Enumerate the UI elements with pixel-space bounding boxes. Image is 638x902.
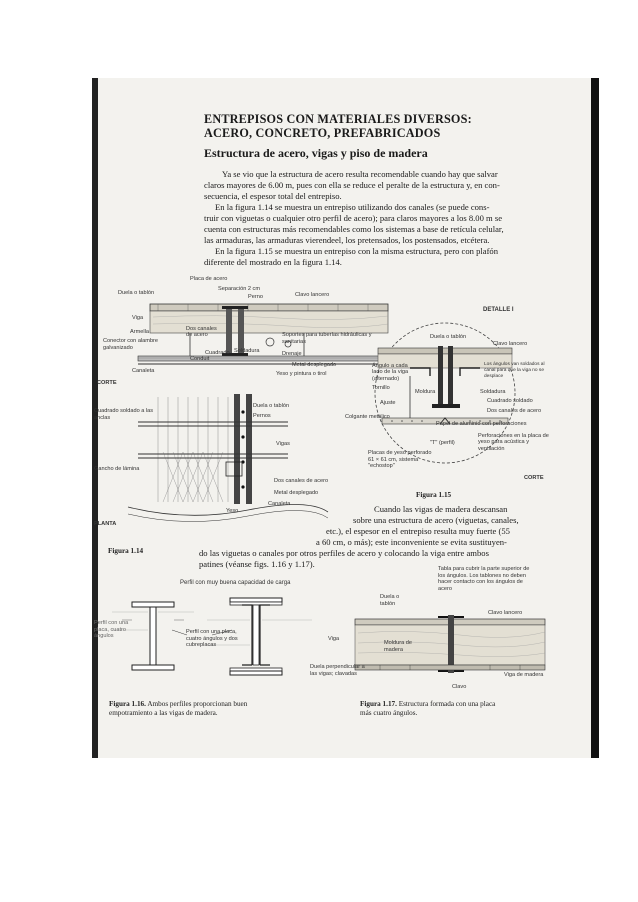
label-yeso-pintura: Yeso y pintura o tirol — [276, 371, 327, 377]
label-cuadrado-soldado-1-15: Cuadrado soldado — [487, 398, 533, 404]
label-metal-plan: Metal desplegado — [274, 490, 319, 496]
label-placas-yeso: Placas de yeso perforado 61 × 61 cm, sistema "echostop" — [368, 450, 432, 470]
label-dos-canales-1-15: Dos canales de acero — [487, 408, 542, 414]
label-clavo-1-17: Clavo lancero — [488, 610, 523, 616]
figure-1-17-caption-text: Estructura formada con una placa — [398, 700, 496, 708]
para-line: secuencia, el espesor total del entrepiso. — [204, 191, 342, 201]
para2-line: sobre una estructura de acero (viguetas, canales, — [353, 515, 519, 525]
label-tornillo: Tornillo — [372, 385, 390, 391]
label-los-angulos: Los ángulos van soldados al canal para que la viga no se desplace — [484, 362, 545, 379]
para-line: las armaduras, las armaduras vierendeel, los pretensados, los postensados, etcétera. — [204, 235, 490, 245]
label-moldura: Moldura — [415, 389, 436, 395]
label-cuadrado: Cuadrado — [205, 350, 230, 356]
label-dos-canales: Dos canales de acero — [186, 326, 217, 339]
para-line: En la figura 1.14 se muestra un entrepiso utilizando dos canales (se puede cons- — [215, 202, 490, 212]
label-ajuste: Ajuste — [380, 400, 396, 406]
label-corte: CORTE — [97, 380, 117, 386]
figure-1-15-caption: Figura 1.15 — [416, 491, 452, 499]
label-viga-1-17: Viga — [328, 636, 340, 642]
label-duela-plan: Duela o tablón — [253, 403, 290, 409]
chapter-title-line1: ENTREPISOS CON MATERIALES DIVERSOS: — [204, 112, 472, 126]
para-line: cuenta con estructuras más recomendables como los sistemas a base de retícula celular, — [204, 224, 504, 234]
label-soportes: Soportes para tuberías hidráulicas y sanitarias — [282, 332, 372, 345]
figure-1-16-number: Figura 1.16. — [109, 700, 146, 708]
para2-line: etc.), el espesor en el entrepiso resulta muy fuerte (55 — [326, 526, 510, 536]
figure-1-17-caption-line2: más cuatro ángulos. — [360, 709, 418, 717]
label-clavo-1-15: Clavo lancero — [493, 341, 528, 347]
para-line: diferente del mostrado en la figura 1.14. — [204, 257, 342, 267]
label-cuadrado-soldado: Cuadrado soldado a las anclas — [94, 408, 154, 421]
label-clavo-lancero: Clavo lancero — [295, 292, 330, 298]
label-angulo: Ángulo a cada lado de la viga (alternado) — [372, 363, 409, 382]
label-armella: Armella — [130, 329, 149, 335]
para-line: Ya se vio que la estructura de acero resulta recomendable cuando hay que salvar — [222, 169, 498, 179]
para2-line: patines (véanse figs. 1.16 y 1.17). — [199, 559, 315, 569]
page-right-edge — [591, 78, 599, 758]
label-colgante: Colgante metálico — [345, 414, 390, 420]
label-dos-canales-plan: Dos canales de acero — [274, 478, 329, 484]
chapter-title-line2: ACERO, CONCRETO, PREFABRICADOS — [204, 126, 441, 140]
label-perfil-placa: Perfil con una placa, cuatro ángulos y dos cubreplacas — [186, 629, 238, 649]
label-duela-perp: Duela perpendicular a las vigas; clavadas — [310, 664, 365, 677]
para2-line: do las viguetas o canales por otros perfiles de acero y colocando la viga entre ambos — [199, 548, 489, 558]
label-separacion: Separación 2 cm — [218, 286, 260, 292]
figure-1-17-caption — [360, 700, 495, 708]
label-soldadura-1-15: Soldadura — [480, 389, 506, 395]
figure-1-16-caption — [109, 700, 247, 708]
label-yeso: Yeso — [226, 508, 239, 514]
label-drenaje: Drenaje — [282, 351, 302, 357]
para2-line: Cuando las vigas de madera descansan — [374, 504, 508, 514]
label-placa: Placa de acero — [190, 276, 228, 282]
label-pernos: Pernos — [253, 413, 271, 419]
label-t-perfil: "T" (perfil) — [430, 440, 455, 446]
label-perno: Perno — [248, 294, 263, 300]
label-perfil-izq: Perfil con una placa, cuatro ángulos — [94, 620, 129, 640]
para-line: truir con viguetas o cualquier otro perfil de acero); para claros mayores a los 8.00 m se — [204, 213, 503, 223]
label-clavo-1-17b: Clavo — [452, 684, 467, 690]
label-perforaciones: Perforaciones en la placa de yeso para acústica y ventilación — [478, 433, 549, 452]
label-duela: Duela o tablón — [118, 290, 155, 296]
para-line: claros mayores de 6.00 m, pues con ella se reduce el peralte de la estructura y, en con- — [204, 180, 500, 190]
label-perfil-carga: Perfil con muy buena capacidad de carga — [180, 580, 291, 586]
label-duela-1-15: Duela o tablón — [430, 334, 467, 340]
label-vigas: Vigas — [276, 441, 290, 447]
label-conduit: Conduit — [190, 356, 210, 362]
figure-1-14-caption: Figura 1.14 — [108, 547, 144, 555]
label-detalle-i: DETALLE I — [483, 307, 514, 313]
figure-1-16-caption-text: Ambos perfiles proporcionan buen — [147, 700, 248, 708]
label-papel-aluminio: Papel de aluminio con perforaciones — [436, 421, 527, 427]
label-corte-1-15: CORTE — [524, 475, 544, 481]
section-subtitle: Estructura de acero, vigas y piso de madera — [204, 146, 428, 160]
para2-line: a 60 cm, o más); este inconveniente se evita sustituyen- — [316, 537, 507, 547]
label-tabla: Tabla para cubrir la parte superior de los ángulos. Los tablones no deben hacer contacto con los ángulos de acero — [438, 566, 530, 592]
label-viga-madera: Viga de madera — [504, 672, 544, 678]
label-viga: Viga — [132, 315, 144, 321]
label-canaleta-plan: Canaleta — [268, 501, 291, 507]
label-metal-desplegado: Metal desplegado — [292, 362, 337, 368]
para-line: En la figura 1.15 se muestra un entrepiso con la misma estructura, pero con plafón — [215, 246, 499, 256]
label-conector: Conector con alambre galvanizado — [103, 338, 159, 351]
label-soldadura: Soldadura — [234, 348, 260, 354]
label-duela-1-17: Duela o tablón — [380, 594, 400, 607]
label-gancho: Gancho de lámina — [94, 466, 140, 472]
label-canaleta: Canaleta — [132, 368, 155, 374]
figure-1-17-number: Figura 1.17. — [360, 700, 397, 708]
figure-1-16-caption-line2: empotramiento a las vigas de madera. — [109, 709, 218, 717]
label-moldura-1-17: Moldura de madera — [384, 640, 412, 653]
label-planta: PLANTA — [94, 521, 117, 527]
